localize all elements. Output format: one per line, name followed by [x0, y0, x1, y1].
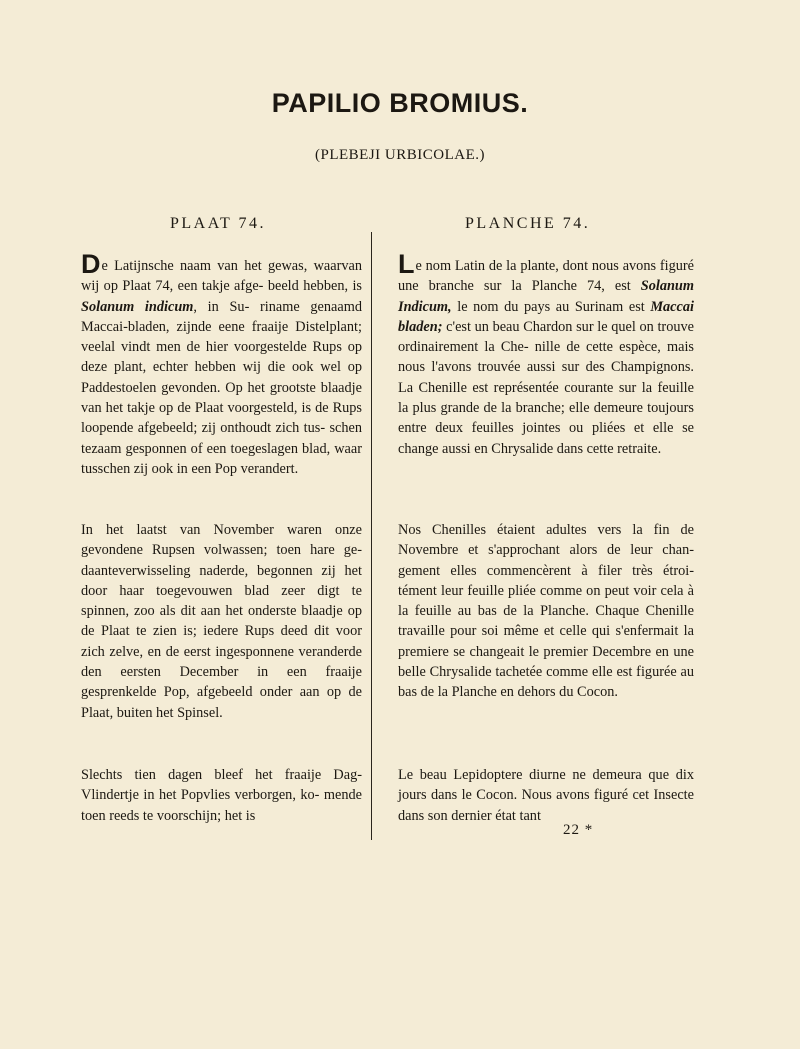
right-column	[398, 249, 694, 459]
drop-cap: L	[398, 249, 415, 279]
drop-cap: D	[81, 249, 101, 279]
left-paragraph-2: In het laatst van November waren onze gevondene Rupsen volwassen; toen hare ge- daanteverwisseling naderde, begonnen zij het door haar toegevouwen blad zeer digt te spinnen, zoo als dit aan het onderste blaadje op de Plaat te zien is; iedere Rups deed dit voor zich zelve, en de eerst ingesponnene veranderde den eersten December in een fraaije gesprenkelde Pop, afgebeeld onder aan op de Plaat, buiten het Spinsel.	[81, 522, 362, 721]
right-p1-italic-2: Maccai bladen;	[398, 298, 694, 335]
right-p1-text-b: le nom du pays au Surinam est	[451, 298, 651, 315]
right-p1-italic-1: Solanum Indicum,	[398, 278, 694, 315]
column-divider	[371, 232, 372, 840]
right-p1-text-a: e nom Latin de la plante, dont nous avons figuré une branche sur la Planche 74, est	[398, 258, 694, 295]
right-p1-text-c: c'est un beau Chardon sur le quel on trouve ordinairement la Che- nille de cette espèce, mais nous l'avons trouvée aussi sur des Champignons. La Chenille est représentée courante sur la feuille la plus grande de la branche; elle demeure toujours entre deux feuilles jointes ou pliées et elle se change aussi en Chrysalide dans cette retraite.	[398, 318, 694, 457]
right-column-heading: PLANCHE 74.	[465, 215, 591, 232]
left-paragraph-1	[81, 249, 363, 479]
right-paragraph-3: Le beau Lepidoptere diurne ne demeura que dix jours dans le Cocon. Nous avons figuré cet Insecte dans son dernier état tant	[398, 767, 694, 824]
left-column-p2	[81, 520, 362, 723]
right-paragraph-2: Nos Chenilles étaient adultes vers la fin de Novembre et s'approchant alors de leur chan- gement elles commencèrent à filer très étroi- tément leur feuille pliée comme on peut voir cela à la feuille au bas de la Planche. Chaque Chenille travaille pour soi même et celle qui s'enfermait la premiere se changeait le premier Decembre en une belle Chrysalide tachetée comme elle est figurée au bas de la Planche en dehors du Cocon.	[398, 522, 694, 701]
left-paragraph-3: Slechts tien dagen bleef het fraaije Dag- Vlindertje in het Popvlies verborgen, ko- mende toen reeds te voorschijn; het is	[81, 767, 362, 824]
left-p1-text-a: e Latijnsche naam van het gewas, waarvan wij op Plaat 74, een takje afge- beeld hebben, is	[81, 258, 362, 295]
page-number: 22 *	[563, 822, 594, 838]
left-column-heading: PLAAT 74.	[170, 215, 266, 232]
left-p1-italic: Solanum indicum	[81, 298, 194, 315]
left-column	[81, 249, 363, 479]
right-column-p3	[398, 765, 694, 826]
left-column-p3	[81, 765, 362, 826]
right-column-p2	[398, 520, 694, 703]
left-p1-text-b: , in Su- riname genaamd Maccai-bladen, zijnde eene fraaije Distelplant; veelal vindt men de hier voorgestelde Rups op deze plant, echter hebben wij die ook wel op Paddestoelen gevonden. Op het grootste blaadje van het takje op de Plaat voorgesteld, is de Rups loopende afgebeeld; zij onthoudt zich tus- schen tezaam gesponnen of een toegeslagen blad, waar tusschen zij ook in een Pop verandert.	[81, 298, 363, 477]
page-title: PAPILIO BROMIUS.	[271, 88, 529, 118]
right-paragraph-1	[398, 249, 694, 459]
page-subtitle: (PLEBEJI URBICOLAE.)	[315, 147, 485, 163]
